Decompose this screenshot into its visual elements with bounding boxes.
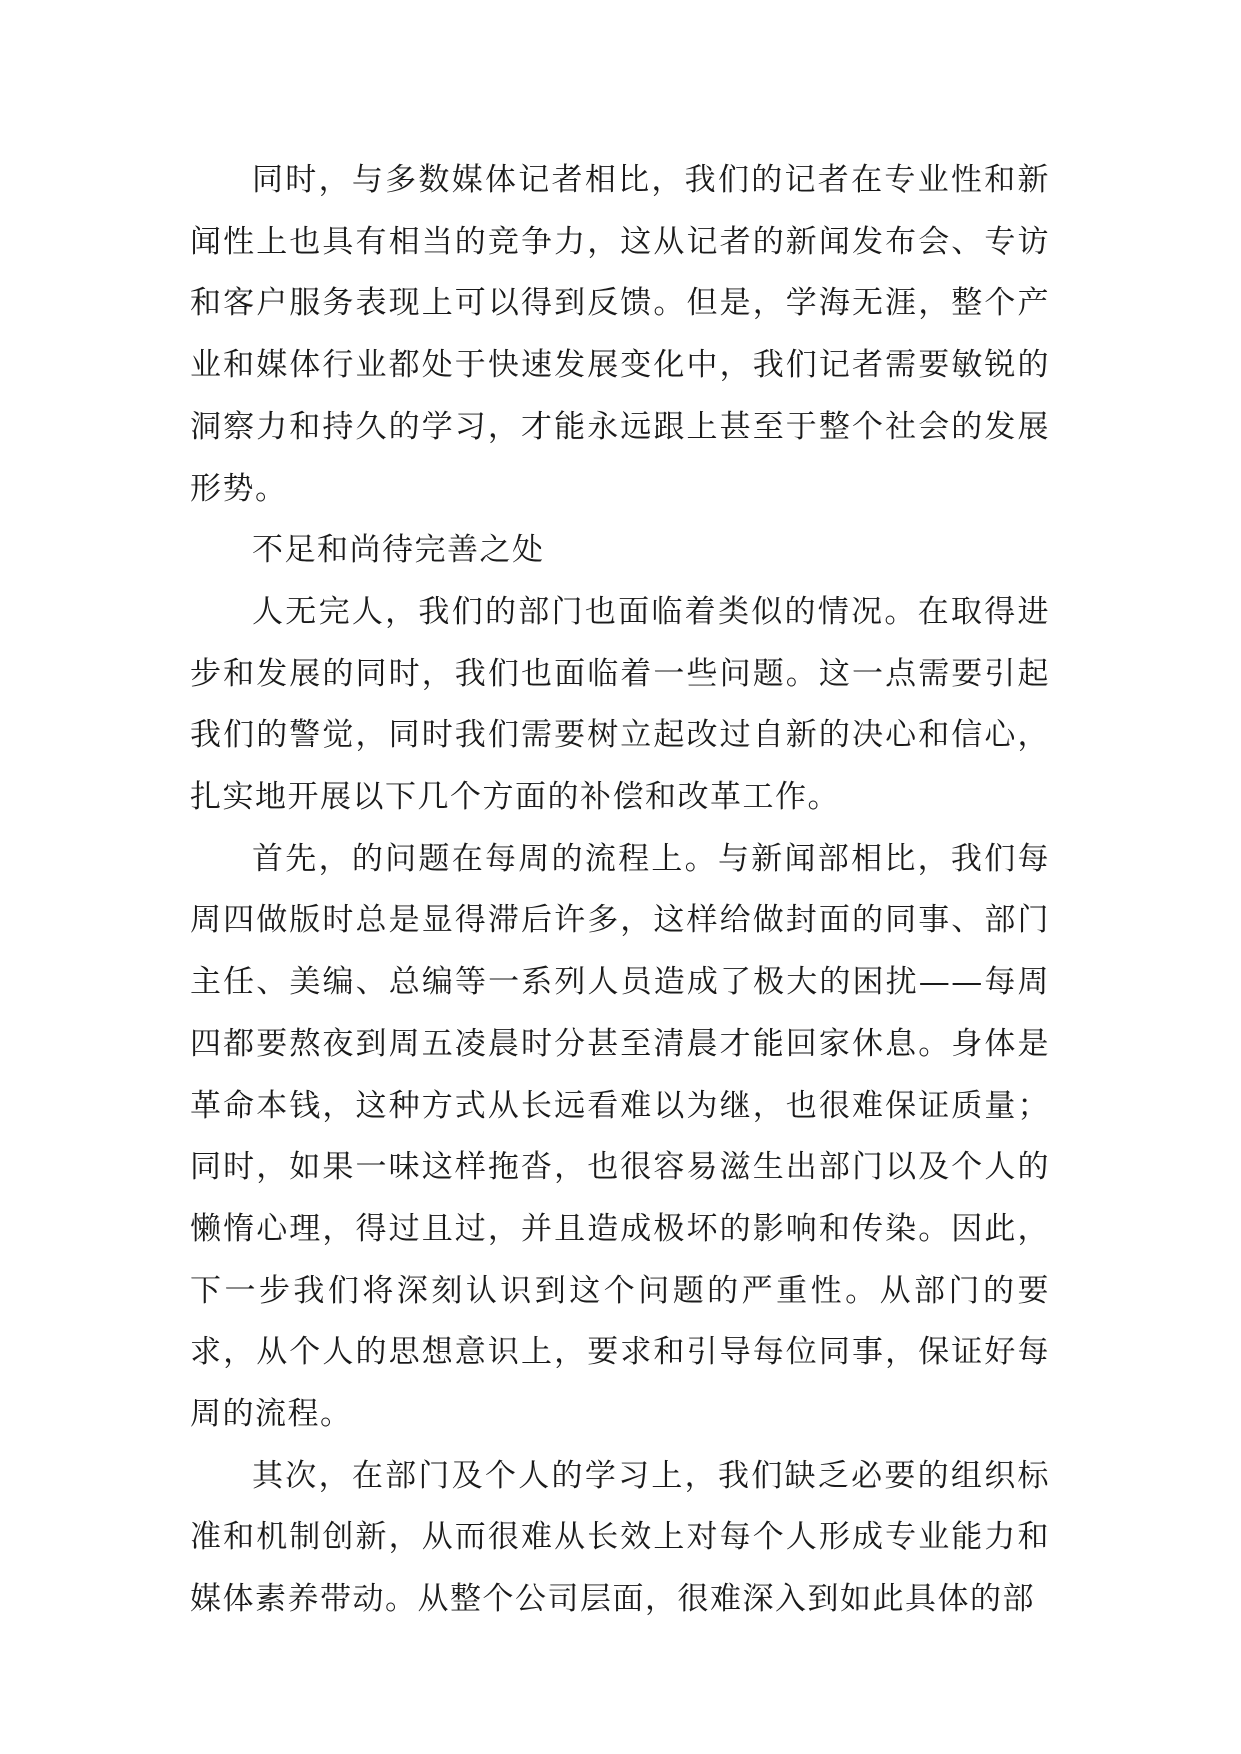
document-page — [190, 150, 1050, 1631]
section-heading-shortcomings: 不足和尚待完善之处 — [252, 532, 545, 569]
paragraph-problems-intro: 人无完人，我们的部门也面临着类似的情况。在取得进步和发展的同时，我们也面临着一些问题。这一点需要引起我们的警觉，同时我们需要树立起改过自新的决心和信心，扎实地开展以下几个方面的补偿和改革工作。 — [190, 593, 1050, 816]
paragraph-learning: 其次，在部门及个人的学习上，我们缺乏必要的组织标准和机制创新，从而很难从长效上对每个人形成专业能力和媒体素养带动。从整个公司层面，很难深入到如此具体的部 — [190, 1457, 1050, 1618]
paragraph-competitiveness: 同时，与多数媒体记者相比，我们的记者在专业性和新闻性上也具有相当的竞争力，这从记者的新闻发布会、专访和客户服务表现上可以得到反馈。但是，学海无涯，整个产业和媒体行业都处于快速发展变化中，我们记者需要敏锐的洞察力和持久的学习，才能永远跟上甚至于整个社会的发展形势。 — [190, 162, 1050, 507]
paragraph-weekly-process: 首先，的问题在每周的流程上。与新闻部相比，我们每周四做版时总是显得滞后许多，这样给做封面的同事、部门主任、美编、总编等一系列人员造成了极大的困扰——每周四都要熬夜到周五凌晨时分甚至清晨才能回家休息。身体是革命本钱，这种方式从长远看难以为继，也很难保证质量；同时，如果一味这样拖沓，也很容易滋生出部门以及个人的懒惰心理，得过且过，并且造成极坏的影响和传染。因此，下一步我们将深刻认识到这个问题的严重性。从部门的要求，从个人的思想意识上，要求和引导每位同事，保证好每周的流程。 — [190, 840, 1050, 1433]
